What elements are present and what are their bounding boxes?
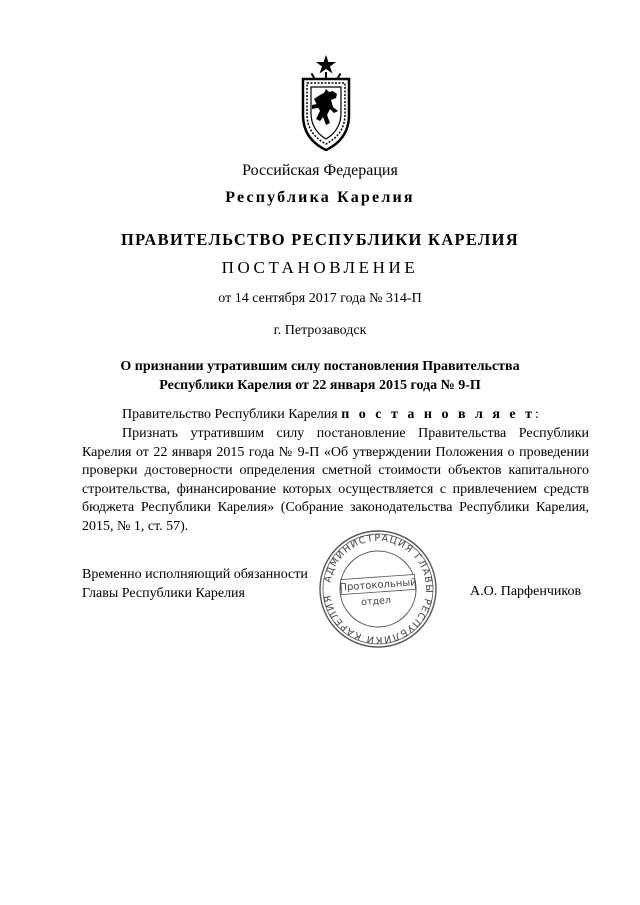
- preamble-text: Правительство Республики Карелия: [122, 407, 342, 422]
- resolves-verb: п о с т а н о в л я е т: [341, 407, 536, 422]
- issue-city: г. Петрозаводск: [273, 323, 367, 338]
- preamble-paragraph: [82, 406, 589, 425]
- subject-line-1: О признании утратившим силу постановления Правительства: [120, 359, 520, 374]
- country-name: Российская Федерация: [242, 162, 398, 179]
- signatory-title-line-1: Временно исполняющий обязанности: [82, 567, 308, 582]
- signatory-title: [82, 565, 308, 603]
- subject-line-2: Республики Карелия от 22 января 2015 года № 9-П: [159, 378, 481, 393]
- document-type: ПОСТАНОВЛЕНИЕ: [221, 258, 419, 277]
- signatory-name: А.О. Парфенчиков: [470, 584, 582, 599]
- official-stamp: [317, 528, 439, 650]
- government-title: ПРАВИТЕЛЬСТВО РЕСПУБЛИКИ КАРЕЛИЯ: [121, 230, 519, 249]
- signatory-title-line-2: Главы Республики Карелия: [82, 586, 245, 601]
- stamp-outer-text: АДМИНИСТРАЦИЯ ГЛАВЫ РЕСПУБЛИКИ КАРЕЛИЯ: [322, 532, 435, 646]
- preamble-colon: :: [535, 407, 539, 422]
- republic-name: Республика Карелия: [225, 189, 415, 206]
- stamp-inner-line-1: Протокольный: [339, 577, 418, 594]
- decision-paragraph: Признать утратившим силу постановление Правительства Республики Карелия от 22 января 2015 года № 9-П «Об утверждении Положения о проведении проверки достоверности определения сметной стоимости объектов капитального строительства, финансирование которых осуществляется с привлечением средств бюджета Республики Карелия» (Собрание законодательства Республики Карелия, 2015, № 1, ст. 57).: [82, 426, 589, 534]
- document-date-number: от 14 сентября 2017 года № 314-П: [218, 291, 422, 306]
- document-subject: [0, 357, 640, 395]
- karelia-coat-of-arms-icon: [300, 55, 352, 151]
- stamp-inner-line-2: отдел: [360, 595, 392, 609]
